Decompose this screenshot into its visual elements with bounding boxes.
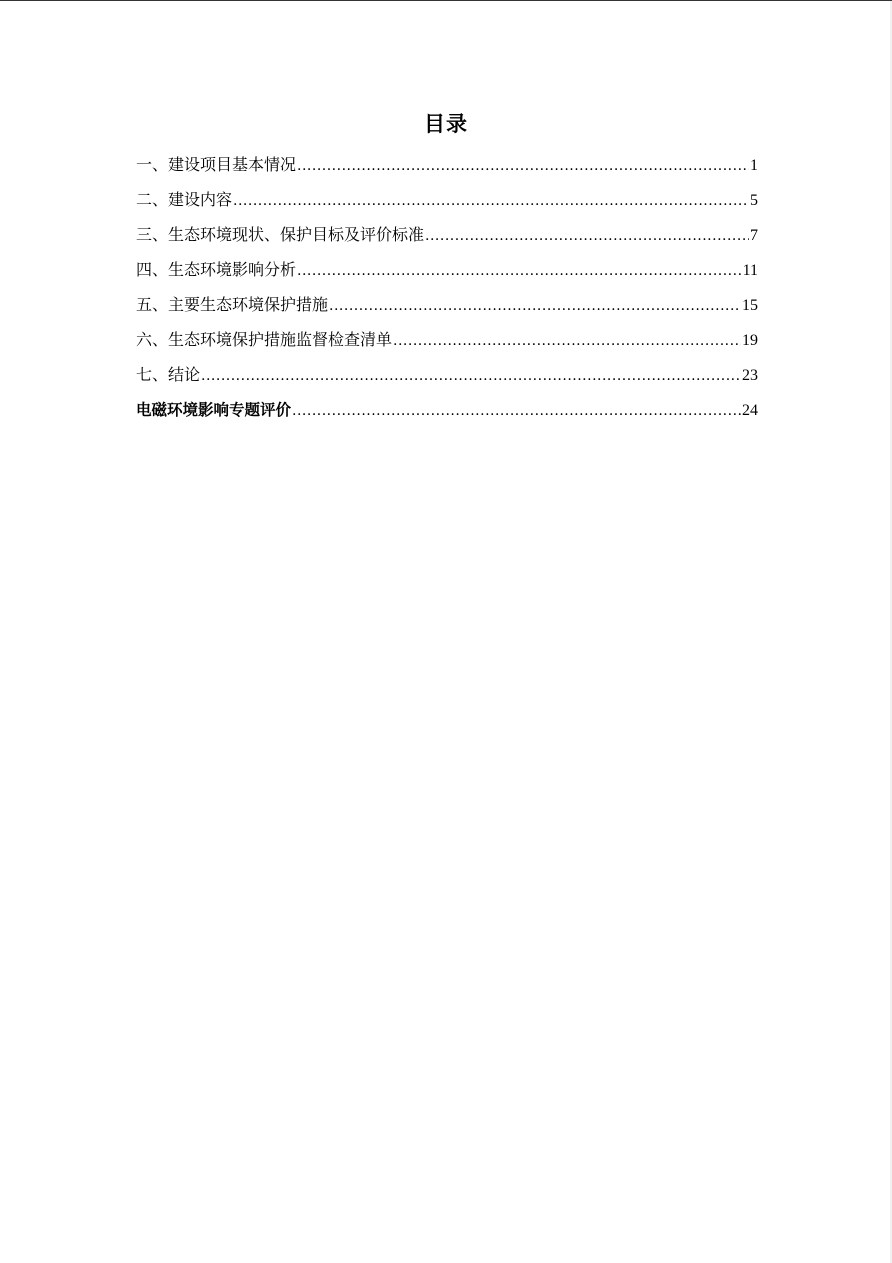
toc-entry-4[interactable] bbox=[136, 256, 758, 291]
toc-entry-label: 七、结论 bbox=[136, 365, 201, 384]
toc-dot-leader bbox=[425, 222, 749, 250]
toc-page-number: 5 bbox=[750, 192, 758, 209]
toc-page-number: 23 bbox=[742, 367, 758, 384]
toc-entry-3[interactable] bbox=[136, 221, 758, 256]
toc-dot-leader bbox=[329, 292, 741, 320]
toc-entry-6[interactable] bbox=[136, 326, 758, 361]
toc-dot-leader bbox=[292, 397, 741, 425]
toc-entry-2[interactable] bbox=[136, 186, 758, 221]
toc-entry-label: 五、主要生态环境保护措施 bbox=[136, 295, 329, 314]
toc-dot-leader bbox=[297, 257, 742, 285]
toc-entry-label: 一、建设项目基本情况 bbox=[136, 155, 297, 174]
toc-entry-label: 二、建设内容 bbox=[136, 190, 233, 209]
toc-entry-1[interactable] bbox=[136, 151, 758, 186]
toc-page-number: 19 bbox=[742, 332, 758, 349]
toc-page-number: 1 bbox=[750, 157, 758, 174]
toc-entry-label: 电磁环境影响专题评价 bbox=[136, 401, 292, 419]
toc-list bbox=[136, 151, 758, 431]
toc-dot-leader bbox=[393, 327, 741, 355]
toc-entry-7[interactable] bbox=[136, 361, 758, 396]
toc-dot-leader bbox=[201, 362, 741, 390]
toc-entry-label: 三、生态环境现状、保护目标及评价标准 bbox=[136, 225, 425, 244]
toc-title: 目录 bbox=[424, 112, 468, 136]
toc-page-number: 11 bbox=[742, 262, 758, 279]
toc-page-number: 24 bbox=[742, 402, 758, 419]
toc-page-number: 7 bbox=[750, 227, 758, 244]
toc-page-number: 15 bbox=[742, 297, 758, 314]
toc-dot-leader bbox=[297, 152, 749, 180]
toc-dot-leader bbox=[233, 187, 749, 215]
toc-entry-5[interactable] bbox=[136, 291, 758, 326]
toc-entry-label: 四、生态环境影响分析 bbox=[136, 260, 297, 279]
toc-entry-label: 六、生态环境保护措施监督检查清单 bbox=[136, 330, 393, 349]
toc-entry-8[interactable] bbox=[136, 396, 758, 431]
